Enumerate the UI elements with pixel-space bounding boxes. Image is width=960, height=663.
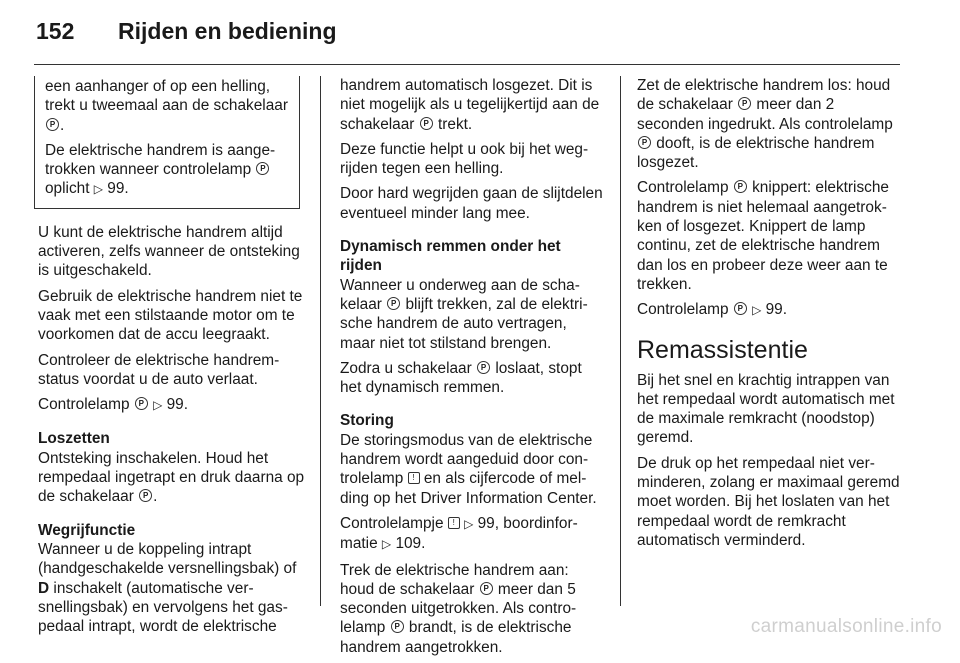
section: Loszetten Ontsteking inschakelen. Houd het rempedaal ingetrapt en druk daarna op de schakelaar P . (38, 429, 306, 506)
parking-brake-icon (139, 489, 152, 502)
watermark: carmanualsonline.info (750, 616, 942, 637)
parking-brake-icon (480, 582, 493, 595)
page-header (34, 14, 900, 65)
paragraph: Gebruik de elektrische handrem niet te vaak met een stilstaande motor om te voorkomen dat de accu leegraakt. (38, 287, 303, 344)
parking-brake-icon (387, 297, 400, 310)
service-warning-icon (408, 472, 420, 484)
section: Storing De storingsmodus van de elektrische handrem wordt aangeduid door controlelamp ! en als cijfercode of melding op het Driver Information Center. (340, 411, 604, 507)
paragraph: Controlelamp P ▷ 99. (38, 395, 306, 415)
parking-brake-icon (734, 302, 747, 315)
parking-brake-icon (256, 162, 269, 175)
parking-brake-icon (738, 97, 751, 110)
paragraph: Zodra u schakelaar P loslaat, stopt het dynamisch remmen. (340, 359, 604, 398)
reference-arrow-icon: ▷ (153, 398, 163, 413)
paragraph: Controleer de elektrische handremstatus voordat u de auto verlaat. (38, 351, 280, 388)
paragraph: Zet de elektrische handrem los: houd de schakelaar P meer dan 2 seconden ingedrukt. Als controlelamp P dooft, is de elektrische handrem losgezet. (637, 76, 903, 172)
parking-brake-icon (46, 118, 59, 131)
parking-brake-icon (638, 136, 651, 149)
parking-brake-icon (420, 117, 433, 130)
column-2 (340, 76, 604, 663)
paragraph: Trek de elektrische handrem aan: houd de schakelaar P meer dan 5 seconden uitgetrokken. Als controlelamp P brandt, is de elektrische handrem aangetrokken. (340, 561, 604, 657)
page-number: 152 (36, 18, 75, 44)
reference-arrow-icon: ▷ (464, 516, 474, 531)
section: Wegrijfunctie Wanneer u de koppeling intrapt (handgeschakelde versnellingsbak) of D inschakelt (automatische versnellingsbak) en vervolgens het gaspedaal intrapt, wordt de elektrische (38, 521, 306, 637)
column-divider (620, 76, 621, 606)
paragraph: Controlelamp P knippert: elektrische handrem is niet helemaal aangetrokken of losgezet. Knippert de lamp continu, zet de elektrische handrem dan los en probeer deze weer aan te trekken. (637, 178, 903, 294)
paragraph: De druk op het rempedaal niet verminderen, zolang er maximaal geremd moet worden. Bij het loslaten van het rempedaal wordt de remkracht automatisch verminderd. (637, 454, 900, 549)
section: Dynamisch remmen onder het rijden Wanneer u onderweg aan de schakelaar P blijft trekken, zal de elektrische handrem de auto vertragen, maar niet tot stilstand brengen. (340, 237, 604, 353)
parking-brake-icon (135, 397, 148, 410)
reference-arrow-icon: ▷ (93, 182, 104, 197)
paragraph: Deze functie helpt u ook bij het wegrijden tegen een helling. (340, 140, 589, 178)
column-1 (38, 76, 306, 642)
paragraph: handrem automatisch losgezet. Dit is niet mogelijk als u tegelijkertijd aan de schakelaar P trekt. (340, 76, 604, 134)
paragraph: een aanhanger of op een helling, trekt u tweemaal aan de schakelaar P. (45, 77, 291, 135)
column-3 (637, 76, 903, 556)
section-heading: Dynamisch remmen onder het rijden (340, 238, 561, 275)
service-warning-icon (448, 517, 460, 529)
parking-brake-icon (734, 180, 747, 193)
paragraph: Controlelampje ! ▷ 99, boordinformatie ▷ 109. (340, 514, 604, 555)
paragraph: Bij het snel en krachtig intrappen van het rempedaal wordt automatisch met de maximale remkracht (noodstop) geremd. (637, 371, 895, 447)
section-heading: Storing (340, 412, 394, 430)
parking-brake-icon (391, 620, 404, 633)
section-heading-large: Remassistentie (637, 335, 808, 364)
note-box (34, 76, 300, 209)
reference-arrow-icon: ▷ (752, 303, 762, 318)
paragraph: Controlelamp P ▷ 99. (637, 300, 903, 320)
parking-brake-icon (477, 361, 490, 374)
paragraph: U kunt de elektrische handrem altijd activeren, zelfs wanneer de ontsteking is uitgeschakeld. (38, 223, 300, 280)
paragraph: Door hard wegrijden gaan de slijtdelen eventueel minder lang mee. (340, 185, 603, 222)
paragraph: De elektrische handrem is aangetrokken wanneer controlelamp P oplicht ▷ 99. (45, 141, 291, 200)
column-divider (320, 76, 321, 606)
page-title: Rijden en bediening (118, 18, 337, 44)
section-heading: Wegrijfunctie (38, 521, 136, 539)
reference-arrow-icon: ▷ (381, 537, 392, 552)
section-heading: Loszetten (38, 430, 110, 448)
